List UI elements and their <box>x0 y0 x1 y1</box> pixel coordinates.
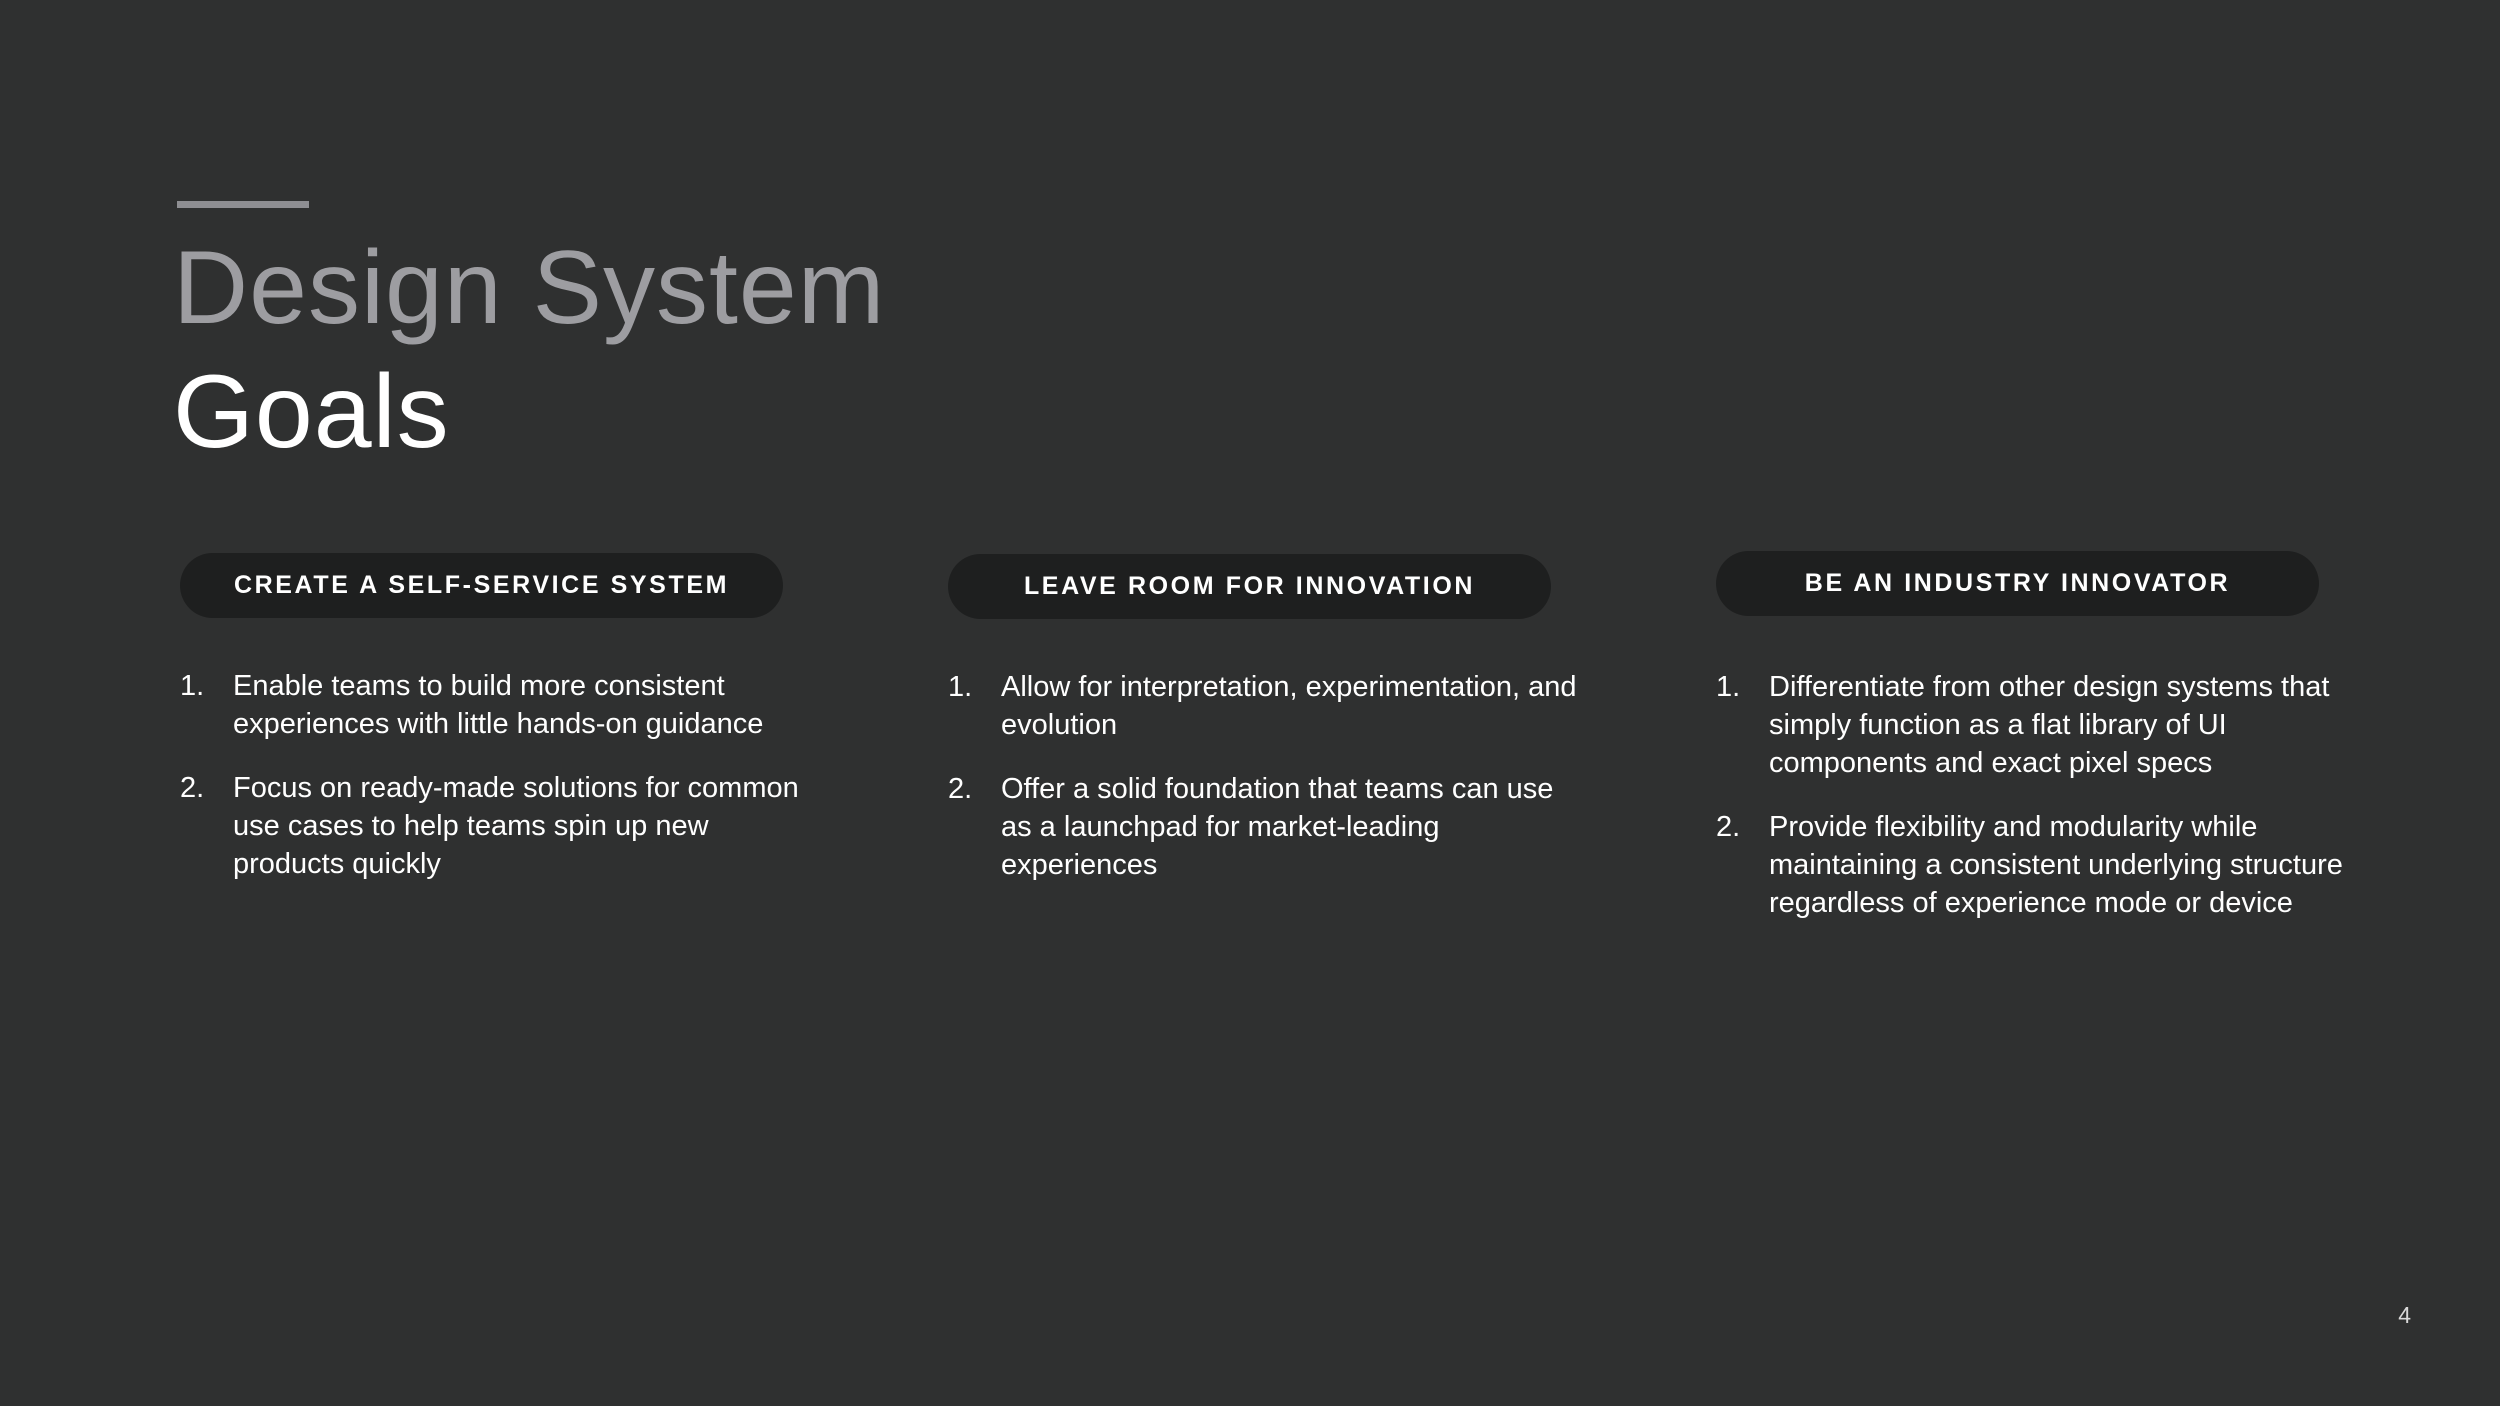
page-number: 4 <box>2398 1302 2411 1328</box>
list-text: Allow for interpretation, experimentation, and evolution <box>1001 671 1577 741</box>
goal-list <box>1716 668 2356 922</box>
goal-column-industry-innovator <box>1716 551 2356 948</box>
list-text: Differentiate from other design systems that simply function as a flat library of UI components and exact pixel specs <box>1769 671 2330 779</box>
list-number: 1. <box>180 670 205 702</box>
list-text: Offer a solid foundation that teams can use as a launchpad for market-leading experiences <box>1001 773 1554 881</box>
list-number: 2. <box>948 773 973 805</box>
list-item <box>1716 668 2356 782</box>
goal-heading-pill: LEAVE ROOM FOR INNOVATION <box>948 554 1551 619</box>
list-item <box>180 769 820 883</box>
list-item <box>948 668 1588 744</box>
list-text: Provide flexibility and modularity while maintaining a consistent underlying structure regardless of experience mode or device <box>1769 811 2343 919</box>
goal-column-self-service <box>180 553 820 909</box>
goal-heading-pill: CREATE A SELF-SERVICE SYSTEM <box>180 553 783 618</box>
list-number: 1. <box>948 671 973 703</box>
list-number: 1. <box>1716 671 1741 703</box>
list-number: 2. <box>180 772 205 804</box>
goal-list <box>180 667 820 883</box>
goal-column-innovation-room <box>948 554 1588 910</box>
list-text: Focus on ready-made solutions for common use cases to help teams spin up new products quickly <box>233 772 799 880</box>
title-accent-rule <box>177 201 309 208</box>
list-item <box>1716 808 2356 922</box>
goal-heading-pill: BE AN INDUSTRY INNOVATOR <box>1716 551 2319 616</box>
list-item <box>180 667 820 743</box>
slide-title-top: Design System <box>173 230 886 346</box>
slide-title-bottom: Goals <box>173 354 450 470</box>
goal-list <box>948 668 1588 884</box>
list-text: Enable teams to build more consistent experiences with little hands-on guidance <box>233 670 764 740</box>
list-item <box>948 770 1588 884</box>
list-number: 2. <box>1716 811 1741 843</box>
